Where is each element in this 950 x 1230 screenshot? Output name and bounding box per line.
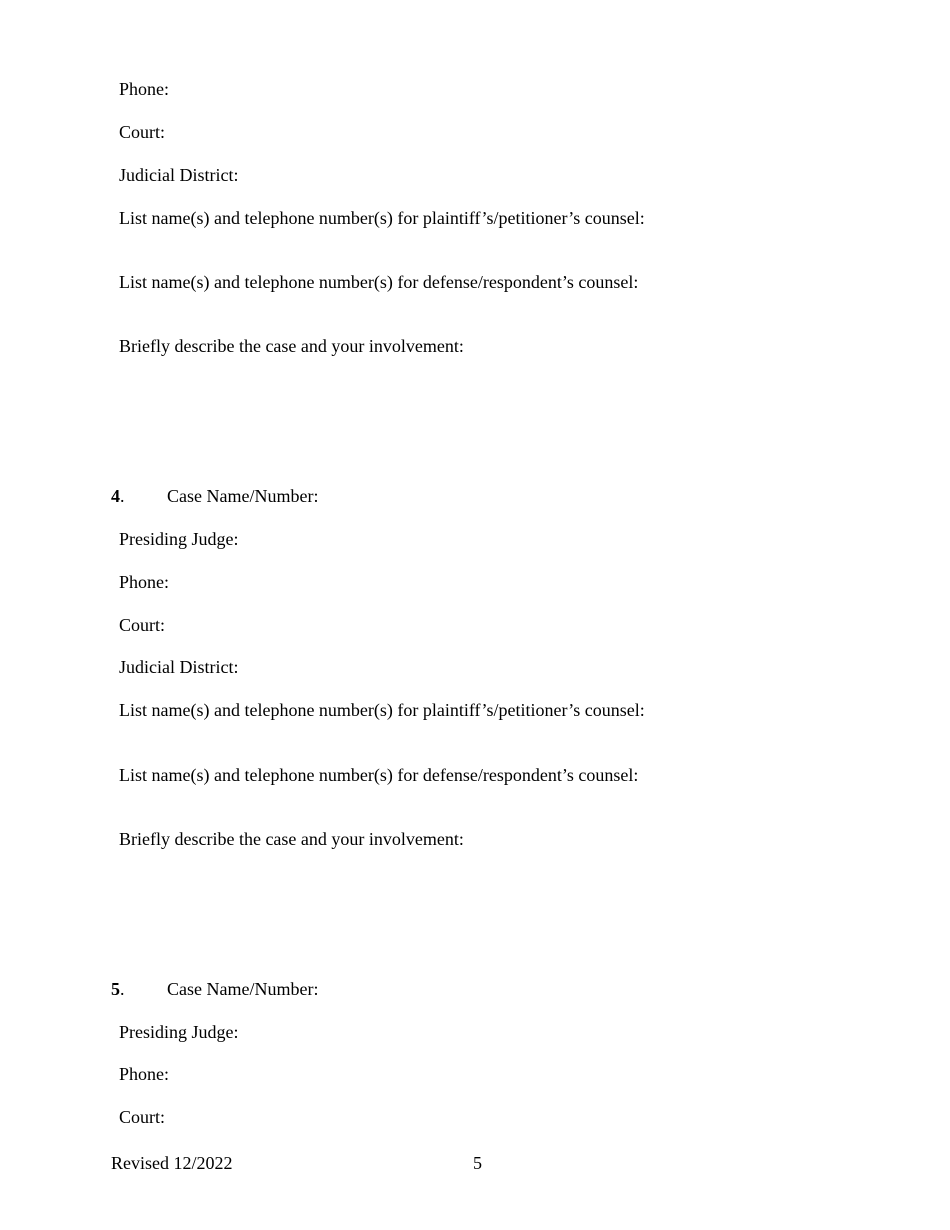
case4-number-dot: . — [120, 486, 125, 506]
case4-describe-label: Briefly describe the case and your involvement: — [119, 829, 464, 849]
case4-number-digit: 4 — [111, 486, 120, 506]
case3-phone-label: Phone: — [119, 79, 170, 99]
case3-defense-counsel-label: List name(s) and telephone number(s) for defense/respondent’s counsel: — [119, 272, 639, 292]
case3-plaintiff-counsel-label: List name(s) and telephone number(s) for plaintiff’s/petitioner’s counsel: — [119, 208, 645, 228]
case3-describe-label: Briefly describe the case and your involvement: — [119, 336, 464, 356]
case5-case-name-label: Case Name/Number: — [167, 979, 319, 999]
case5-judge-label: Presiding Judge: — [119, 1022, 239, 1042]
case3-court-label: Court: — [119, 122, 166, 142]
case4-number — [111, 485, 125, 507]
case5-court-label: Court: — [119, 1107, 166, 1127]
case4-district-label: Judicial District: — [119, 657, 239, 677]
case4-defense-counsel-label: List name(s) and telephone number(s) for defense/respondent’s counsel: — [119, 765, 639, 785]
case4-judge-label: Presiding Judge: — [119, 529, 239, 549]
case4-case-name-label: Case Name/Number: — [167, 486, 319, 506]
case4-court-label: Court: — [119, 615, 166, 635]
case4-phone-label: Phone: — [119, 572, 170, 592]
footer-page-number: 5 — [473, 1153, 482, 1173]
case5-phone-label: Phone: — [119, 1064, 170, 1084]
case5-number-dot: . — [120, 979, 125, 999]
footer-revised-date: Revised 12/2022 — [111, 1153, 233, 1173]
case5-number-digit: 5 — [111, 979, 120, 999]
case3-district-label: Judicial District: — [119, 165, 239, 185]
case4-plaintiff-counsel-label: List name(s) and telephone number(s) for plaintiff’s/petitioner’s counsel: — [119, 700, 645, 720]
case5-number — [111, 978, 125, 1000]
